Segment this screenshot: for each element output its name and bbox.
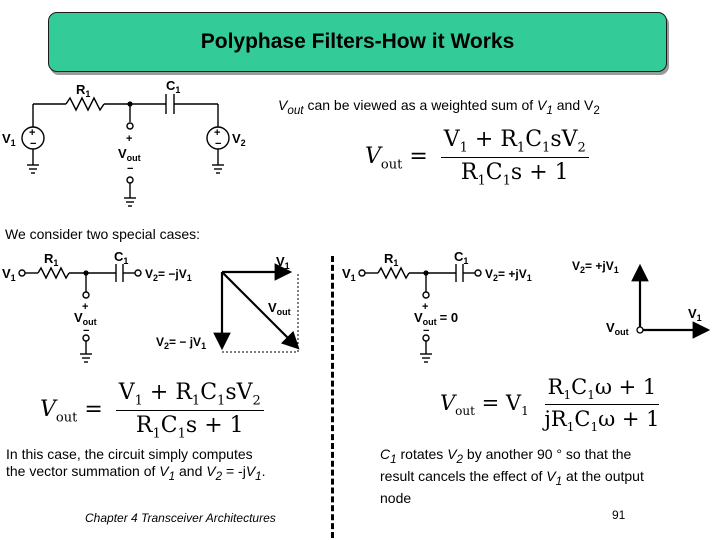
svg-text:+: + [126,133,133,145]
svg-text:V2= −jV1: $V_2= -jV_1$ [145,267,192,283]
page-number: 91 [612,508,626,522]
chapter-footer: Chapter 4 Transceiver Architectures [85,511,276,525]
svg-text:−: − [83,325,90,337]
svg-text:Vout: $V_{out}$ [606,320,629,337]
svg-text:V1: $V_1$ [276,254,290,271]
svg-text:V2= − jV1: $V_2= - jV_1$ [156,335,207,351]
svg-text:V2= +jV1: $V_2= +jV_1$ [485,267,532,283]
case-divider [331,256,334,538]
svg-text:+: + [82,301,89,313]
case2-vector-diagram [570,252,718,352]
svg-text:−: − [30,138,37,150]
slide-title: Polyphase Filters-How it Works [200,30,515,53]
svg-text:C1: $C_1$ [166,80,181,95]
svg-text:V1: $V_1$ [342,266,356,283]
transfer-equation: $V_{out}$ = $\frac{V_1 + R_1C_1sV_2}{R_1C_1s + 1}$ [365,127,589,189]
svg-text:Vout= 0: $V_{out} = 0$ [414,310,459,327]
svg-text:+: + [214,127,221,139]
svg-text:−: − [423,325,430,337]
svg-text:Vout: $V_{out}$ [74,310,97,327]
svg-text:−: − [215,138,222,150]
svg-text:−: − [127,163,134,175]
special-cases-heading: We consider two special cases: [5,226,201,242]
svg-text:V2= +jV1: $V_2= +jV_1$ [572,259,619,275]
svg-text:V1: $V_1$ [2,266,16,283]
svg-text:C1: $C_1$ [114,249,129,266]
svg-text:R1: $R_1$ [384,251,399,268]
case1-equation: $V_{out}$ = $\frac{V_1 + R_1C_1sV_2}{R_1C_1s + 1}$ [40,380,264,442]
top-circuit [0,80,270,220]
case2-equation: $V_{out} = V_1$ $\frac{R_1C_1\omega + 1}{jR_1C_1\omega + 1}$ [440,375,660,435]
src-v1-label: V [2,131,11,146]
svg-text:V1: $V_1$ [2,131,16,148]
svg-text:+: + [422,301,429,313]
case2-description: $C_1$ rotates $V_2$ by another 90 ° so that the result cancels the effect of $V_1$ at the output node [380,446,644,506]
svg-text:V1: $V_1$ [688,306,702,323]
svg-text:+: + [29,127,36,139]
svg-text:C1: $C_1$ [454,249,469,266]
svg-text:Vout: $V_{out}$ [268,300,291,317]
weighted-sum-statement: $V_{out}$ can be viewed as a weighted sum of $V_1$ and $V_2$ [278,97,600,117]
svg-text:R1: $R_1$ [76,82,91,99]
svg-text:R1: $R_1$ [44,251,59,268]
case1-vector-diagram [150,252,320,362]
svg-text:Vout: $V_{out}$ [118,146,141,163]
case2-circuit [340,248,560,373]
case1-description: In this case, the circuit simply computes the vector summation of $V_1$ and $V_2 = -jV_1$. [6,446,266,483]
title-banner [48,12,667,72]
svg-text:V2: $V_2$ [232,131,246,148]
